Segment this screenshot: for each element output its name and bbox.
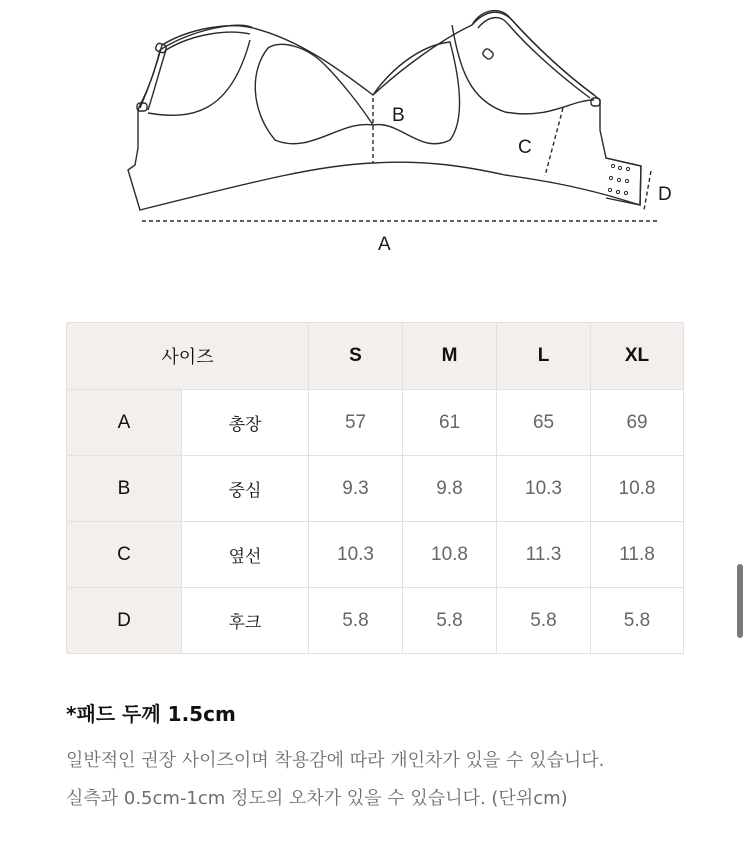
cell-value: 65 xyxy=(497,390,591,456)
label-a: A xyxy=(378,234,391,255)
size-xl: XL xyxy=(591,323,684,390)
cell-value: 9.3 xyxy=(309,456,403,522)
cell-value: 5.8 xyxy=(497,588,591,654)
table-row xyxy=(67,390,684,456)
size-table xyxy=(66,322,684,654)
size-s: S xyxy=(309,323,403,390)
bra-measurement-diagram xyxy=(100,0,700,260)
label-d: D xyxy=(658,184,672,205)
cell-value: 10.8 xyxy=(403,522,497,588)
cell-value: 10.3 xyxy=(309,522,403,588)
pad-thickness-note: *패드 두께 1.5cm xyxy=(66,702,236,726)
cell-value: 5.8 xyxy=(309,588,403,654)
cell-value: 57 xyxy=(309,390,403,456)
cell-value: 61 xyxy=(403,390,497,456)
header-row xyxy=(67,323,684,390)
size-m: M xyxy=(403,323,497,390)
row-code: B xyxy=(67,456,182,522)
label-b: B xyxy=(392,105,405,126)
size-title: 사이즈 xyxy=(67,323,309,390)
row-name: 옆선 xyxy=(182,522,309,588)
row-name: 총장 xyxy=(182,390,309,456)
table-row xyxy=(67,522,684,588)
row-name: 중심 xyxy=(182,456,309,522)
cell-value: 11.8 xyxy=(591,522,684,588)
row-code: C xyxy=(67,522,182,588)
label-c: C xyxy=(518,137,532,158)
cell-value: 5.8 xyxy=(591,588,684,654)
row-code: A xyxy=(67,390,182,456)
row-code: D xyxy=(67,588,182,654)
table-row xyxy=(67,456,684,522)
scrollbar-thumb[interactable] xyxy=(737,564,743,638)
cell-value: 10.3 xyxy=(497,456,591,522)
cell-value: 5.8 xyxy=(403,588,497,654)
measurement-disclaimer: 실측과 0.5cm-1cm 정도의 오차가 있을 수 있습니다. (단위cm) xyxy=(66,788,568,809)
fit-disclaimer: 일반적인 권장 사이즈이며 착용감에 따라 개인차가 있을 수 있습니다. xyxy=(66,750,605,771)
cell-value: 69 xyxy=(591,390,684,456)
cell-value: 9.8 xyxy=(403,456,497,522)
row-name: 후크 xyxy=(182,588,309,654)
table-row xyxy=(67,588,684,654)
size-l: L xyxy=(497,323,591,390)
cell-value: 10.8 xyxy=(591,456,684,522)
cell-value: 11.3 xyxy=(497,522,591,588)
